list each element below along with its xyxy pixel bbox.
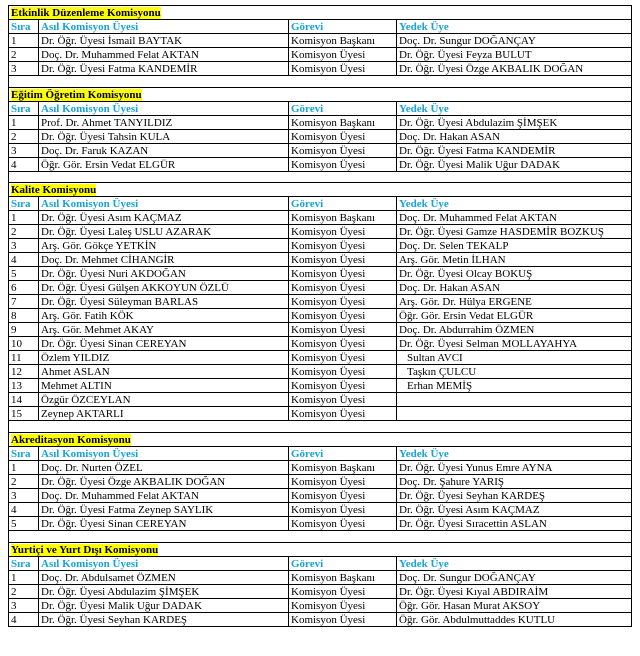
- column-header-row: [9, 197, 632, 211]
- table-row: [9, 599, 632, 613]
- substitute-member: Dr. Öğr. Üyesi Kıyal ABDIRAİM: [397, 585, 632, 599]
- row-number: 1: [9, 116, 39, 130]
- row-number: 7: [9, 295, 39, 309]
- main-member: Dr. Öğr. Üyesi Özge AKBALIK DOĞAN: [39, 475, 289, 489]
- section-title-row: [9, 543, 632, 557]
- member-role: Komisyon Üyesi: [289, 323, 397, 337]
- main-member: Dr. Öğr. Üyesi Gülşen AKKOYUN ÖZLÜ: [39, 281, 289, 295]
- table-row: [9, 489, 632, 503]
- member-role: Komisyon Üyesi: [289, 239, 397, 253]
- row-number: 4: [9, 253, 39, 267]
- row-number: 3: [9, 239, 39, 253]
- main-member: Dr. Öğr. Üyesi Fatma Zeynep SAYLIK: [39, 503, 289, 517]
- main-member: Dr. Öğr. Üyesi Fatma KANDEMİR: [39, 62, 289, 76]
- substitute-member: Dr. Öğr. Üyesi Selman MOLLAYAHYA: [397, 337, 632, 351]
- member-role: Komisyon Üyesi: [289, 337, 397, 351]
- substitute-member: Dr. Öğr. Üyesi Özge AKBALIK DOĞAN: [397, 62, 632, 76]
- row-number: 2: [9, 475, 39, 489]
- substitute-member: Dr. Öğr. Üyesi Olcay BOKUŞ: [397, 267, 632, 281]
- row-number: 3: [9, 599, 39, 613]
- section-title-cell: [9, 6, 632, 20]
- column-header-row: [9, 557, 632, 571]
- header-role: Görevi: [289, 197, 397, 211]
- substitute-member: Dr. Öğr. Üyesi Gamze HASDEMİR BOZKUŞ: [397, 225, 632, 239]
- header-no: Sıra: [9, 102, 39, 116]
- row-number: 1: [9, 571, 39, 585]
- committee-table: [8, 87, 632, 182]
- table-row: [9, 225, 632, 239]
- table-row: [9, 158, 632, 172]
- substitute-member: [397, 393, 632, 407]
- member-role: Komisyon Üyesi: [289, 62, 397, 76]
- main-member: Dr. Öğr. Üyesi Seyhan KARDEŞ: [39, 613, 289, 627]
- committee-document: [8, 5, 631, 627]
- member-role: Komisyon Üyesi: [289, 393, 397, 407]
- header-main-member: Asıl Komisyon Üyesi: [39, 102, 289, 116]
- table-row: [9, 34, 632, 48]
- member-role: Komisyon Üyesi: [289, 130, 397, 144]
- main-member: Özgür ÖZCEYLAN: [39, 393, 289, 407]
- substitute-member: Dr. Öğr. Üyesi Fatma KANDEMİR: [397, 144, 632, 158]
- member-role: Komisyon Üyesi: [289, 475, 397, 489]
- section-title-cell: [9, 88, 632, 102]
- member-role: Komisyon Üyesi: [289, 295, 397, 309]
- row-number: 10: [9, 337, 39, 351]
- header-no: Sıra: [9, 20, 39, 34]
- table-row: [9, 517, 632, 531]
- main-member: Doç. Dr. Mehmet CİHANGİR: [39, 253, 289, 267]
- member-role: Komisyon Başkanı: [289, 116, 397, 130]
- table-row: [9, 323, 632, 337]
- member-role: Komisyon Üyesi: [289, 517, 397, 531]
- main-member: Doç. Dr. Nurten ÖZEL: [39, 461, 289, 475]
- header-main-member: Asıl Komisyon Üyesi: [39, 557, 289, 571]
- substitute-member: Doç. Dr. Hakan ASAN: [397, 281, 632, 295]
- header-substitute: Yedek Üye: [397, 447, 632, 461]
- main-member: Öğr. Gör. Ersin Vedat ELGÜR: [39, 158, 289, 172]
- table-row: [9, 351, 632, 365]
- table-row: [9, 365, 632, 379]
- committee-table: [8, 182, 632, 432]
- section-spacer: [9, 421, 632, 433]
- main-member: Doç. Dr. Muhammed Felat AKTAN: [39, 48, 289, 62]
- main-member: Dr. Öğr. Üyesi Sinan CEREYAN: [39, 517, 289, 531]
- table-row: [9, 130, 632, 144]
- row-number: 3: [9, 62, 39, 76]
- main-member: Doç. Dr. Abdulsamet ÖZMEN: [39, 571, 289, 585]
- header-no: Sıra: [9, 557, 39, 571]
- row-number: 6: [9, 281, 39, 295]
- header-substitute: Yedek Üye: [397, 20, 632, 34]
- row-number: 13: [9, 379, 39, 393]
- substitute-member: Doç. Dr. Şahure YARIŞ: [397, 475, 632, 489]
- table-row: [9, 281, 632, 295]
- main-member: Doç. Dr. Muhammed Felat AKTAN: [39, 489, 289, 503]
- member-role: Komisyon Üyesi: [289, 365, 397, 379]
- section-title-row: [9, 183, 632, 197]
- main-member: Arş. Gör. Fatih KÖK: [39, 309, 289, 323]
- substitute-member: Doç. Dr. Sungur DOĞANÇAY: [397, 34, 632, 48]
- table-row: [9, 48, 632, 62]
- member-role: Komisyon Başkanı: [289, 211, 397, 225]
- row-number: 4: [9, 613, 39, 627]
- section-title: Akreditasyon Komisyonu: [11, 433, 131, 446]
- member-role: Komisyon Üyesi: [289, 144, 397, 158]
- row-number: 4: [9, 158, 39, 172]
- row-number: 3: [9, 144, 39, 158]
- section-title-cell: [9, 433, 632, 447]
- main-member: Dr. Öğr. Üyesi Abdulazim ŞİMŞEK: [39, 585, 289, 599]
- table-row: [9, 585, 632, 599]
- section-title: Eğitim Öğretim Komisyonu: [11, 88, 142, 101]
- row-number: 15: [9, 407, 39, 421]
- row-number: 5: [9, 267, 39, 281]
- main-member: Arş. Gör. Mehmet AKAY: [39, 323, 289, 337]
- header-main-member: Asıl Komisyon Üyesi: [39, 197, 289, 211]
- substitute-member: Sultan AVCI: [397, 351, 632, 365]
- substitute-member: Doç. Dr. Selen TEKALP: [397, 239, 632, 253]
- substitute-member: Dr. Öğr. Üyesi Feyza BULUT: [397, 48, 632, 62]
- row-number: 11: [9, 351, 39, 365]
- row-number: 4: [9, 503, 39, 517]
- spacer-cell: [9, 531, 632, 543]
- row-number: 3: [9, 489, 39, 503]
- member-role: Komisyon Üyesi: [289, 281, 397, 295]
- column-header-row: [9, 102, 632, 116]
- section-title: Etkinlik Düzenleme Komisyonu: [11, 6, 161, 19]
- substitute-member: Dr. Öğr. Üyesi Abdulazim ŞİMŞEK: [397, 116, 632, 130]
- column-header-row: [9, 20, 632, 34]
- row-number: 2: [9, 585, 39, 599]
- row-number: 2: [9, 48, 39, 62]
- substitute-member: Doç. Dr. Muhammed Felat AKTAN: [397, 211, 632, 225]
- committee-table: [8, 5, 632, 87]
- member-role: Komisyon Üyesi: [289, 379, 397, 393]
- substitute-member: Dr. Öğr. Üyesi Malik Uğur DADAK: [397, 158, 632, 172]
- member-role: Komisyon Üyesi: [289, 48, 397, 62]
- main-member: Dr. Öğr. Üyesi Süleyman BARLAS: [39, 295, 289, 309]
- main-member: Dr. Öğr. Üyesi Laleş USLU AZARAK: [39, 225, 289, 239]
- spacer-cell: [9, 76, 632, 88]
- main-member: Ahmet ASLAN: [39, 365, 289, 379]
- row-number: 1: [9, 461, 39, 475]
- member-role: Komisyon Üyesi: [289, 599, 397, 613]
- table-row: [9, 379, 632, 393]
- substitute-member: Dr. Öğr. Üyesi Yunus Emre AYNA: [397, 461, 632, 475]
- table-row: [9, 613, 632, 627]
- section-title-row: [9, 88, 632, 102]
- substitute-member: Dr. Öğr. Üyesi Sıracettin ASLAN: [397, 517, 632, 531]
- table-row: [9, 116, 632, 130]
- main-member: Dr. Öğr. Üyesi Malik Uğur DADAK: [39, 599, 289, 613]
- row-number: 2: [9, 130, 39, 144]
- substitute-member: Dr. Öğr. Üyesi Seyhan KARDEŞ: [397, 489, 632, 503]
- substitute-member: [397, 407, 632, 421]
- main-member: Dr. Öğr. Üyesi Sinan CEREYAN: [39, 337, 289, 351]
- member-role: Komisyon Üyesi: [289, 225, 397, 239]
- member-role: Komisyon Başkanı: [289, 461, 397, 475]
- section-spacer: [9, 172, 632, 183]
- section-spacer: [9, 531, 632, 543]
- header-role: Görevi: [289, 447, 397, 461]
- member-role: Komisyon Başkanı: [289, 571, 397, 585]
- header-substitute: Yedek Üye: [397, 102, 632, 116]
- row-number: 14: [9, 393, 39, 407]
- main-member: Prof. Dr. Ahmet TANYILDIZ: [39, 116, 289, 130]
- member-role: Komisyon Üyesi: [289, 407, 397, 421]
- row-number: 1: [9, 211, 39, 225]
- column-header-row: [9, 447, 632, 461]
- member-role: Komisyon Başkanı: [289, 34, 397, 48]
- main-member: Dr. Öğr. Üyesi İsmail BAYTAK: [39, 34, 289, 48]
- member-role: Komisyon Üyesi: [289, 585, 397, 599]
- spacer-cell: [9, 421, 632, 433]
- table-row: [9, 211, 632, 225]
- substitute-member: Arş. Gör. Metin İLHAN: [397, 253, 632, 267]
- main-member: Özlem YILDIZ: [39, 351, 289, 365]
- header-main-member: Asıl Komisyon Üyesi: [39, 447, 289, 461]
- committee-table: [8, 432, 632, 542]
- member-role: Komisyon Üyesi: [289, 309, 397, 323]
- section-title: Kalite Komisyonu: [11, 183, 97, 196]
- substitute-member: Doç. Dr. Hakan ASAN: [397, 130, 632, 144]
- main-member: Dr. Öğr. Üyesi Nuri AKDOĞAN: [39, 267, 289, 281]
- member-role: Komisyon Üyesi: [289, 489, 397, 503]
- row-number: 2: [9, 225, 39, 239]
- substitute-member: Öğr. Gör. Ersin Vedat ELGÜR: [397, 309, 632, 323]
- section-title-cell: [9, 543, 632, 557]
- table-row: [9, 475, 632, 489]
- table-row: [9, 461, 632, 475]
- header-role: Görevi: [289, 20, 397, 34]
- main-member: Doç. Dr. Faruk KAZAN: [39, 144, 289, 158]
- section-title-cell: [9, 183, 632, 197]
- section-title: Yurtiçi ve Yurt Dışı Komisyonu: [11, 543, 159, 556]
- header-role: Görevi: [289, 102, 397, 116]
- table-row: [9, 253, 632, 267]
- table-row: [9, 571, 632, 585]
- substitute-member: Öğr. Gör. Hasan Murat AKSOY: [397, 599, 632, 613]
- substitute-member: Taşkın ÇULCU: [397, 365, 632, 379]
- header-main-member: Asıl Komisyon Üyesi: [39, 20, 289, 34]
- row-number: 8: [9, 309, 39, 323]
- table-row: [9, 295, 632, 309]
- main-member: Zeynep AKTARLI: [39, 407, 289, 421]
- table-row: [9, 393, 632, 407]
- table-row: [9, 309, 632, 323]
- substitute-member: Doç. Dr. Sungur DOĞANÇAY: [397, 571, 632, 585]
- row-number: 12: [9, 365, 39, 379]
- member-role: Komisyon Üyesi: [289, 253, 397, 267]
- row-number: 1: [9, 34, 39, 48]
- substitute-member: Erhan MEMİŞ: [397, 379, 632, 393]
- member-role: Komisyon Üyesi: [289, 158, 397, 172]
- table-row: [9, 407, 632, 421]
- committee-table: [8, 542, 632, 627]
- header-no: Sıra: [9, 447, 39, 461]
- table-row: [9, 144, 632, 158]
- section-title-row: [9, 433, 632, 447]
- main-member: Dr. Öğr. Üyesi Tahsin KULA: [39, 130, 289, 144]
- member-role: Komisyon Üyesi: [289, 351, 397, 365]
- spacer-cell: [9, 172, 632, 183]
- header-substitute: Yedek Üye: [397, 557, 632, 571]
- substitute-member: Öğr. Gör. Abdulmuttaddes KUTLU: [397, 613, 632, 627]
- main-member: Mehmet ALTIN: [39, 379, 289, 393]
- table-row: [9, 267, 632, 281]
- substitute-member: Doç. Dr. Abdurrahim ÖZMEN: [397, 323, 632, 337]
- section-title-row: [9, 6, 632, 20]
- main-member: Arş. Gör. Gökçe YETKİN: [39, 239, 289, 253]
- row-number: 9: [9, 323, 39, 337]
- member-role: Komisyon Üyesi: [289, 503, 397, 517]
- member-role: Komisyon Üyesi: [289, 613, 397, 627]
- header-role: Görevi: [289, 557, 397, 571]
- header-no: Sıra: [9, 197, 39, 211]
- header-substitute: Yedek Üye: [397, 197, 632, 211]
- substitute-member: Arş. Gör. Dr. Hülya ERGENE: [397, 295, 632, 309]
- main-member: Dr. Öğr. Üyesi Asım KAÇMAZ: [39, 211, 289, 225]
- table-row: [9, 503, 632, 517]
- table-row: [9, 239, 632, 253]
- row-number: 5: [9, 517, 39, 531]
- table-row: [9, 62, 632, 76]
- member-role: Komisyon Üyesi: [289, 267, 397, 281]
- table-row: [9, 337, 632, 351]
- substitute-member: Dr. Öğr. Üyesi Asım KAÇMAZ: [397, 503, 632, 517]
- section-spacer: [9, 76, 632, 88]
